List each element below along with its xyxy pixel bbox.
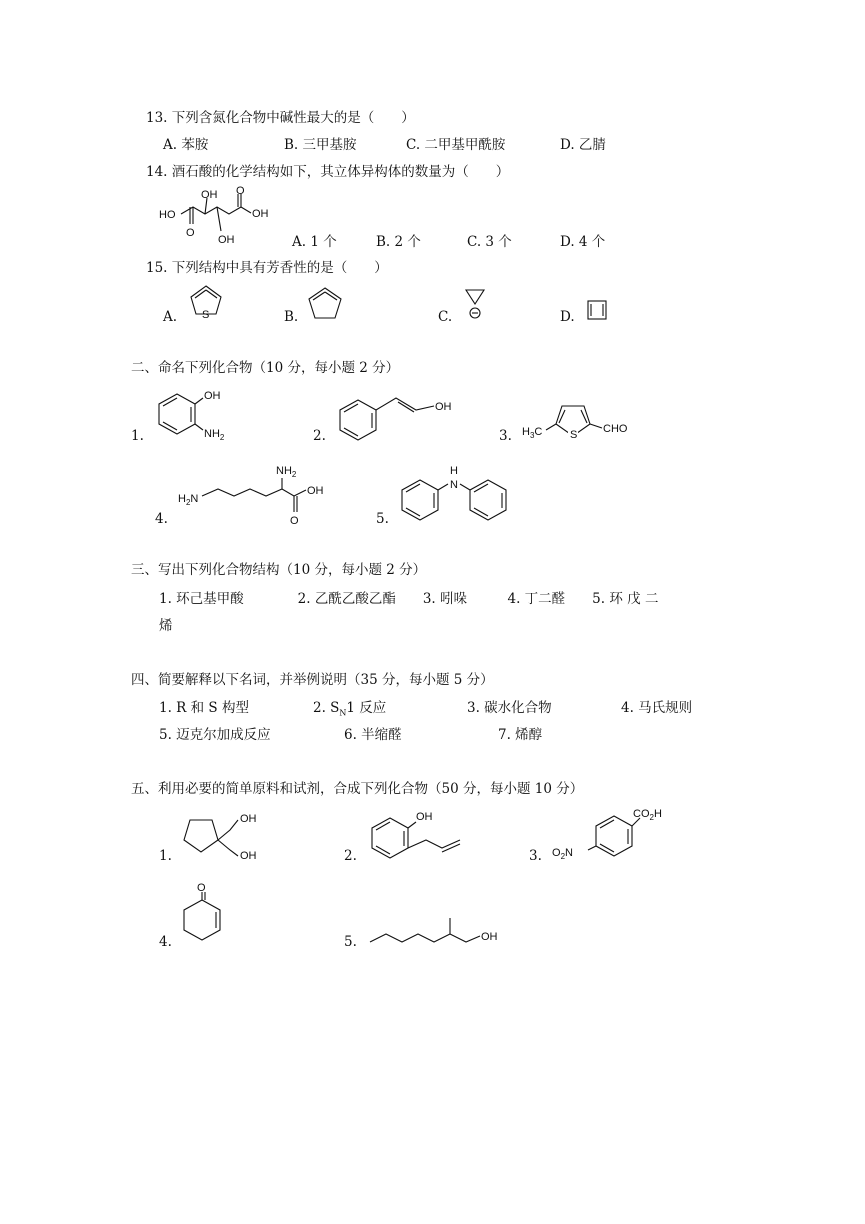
s3-items-continued: 烯 (159, 618, 173, 634)
q13-option-c: C. 二甲基甲酰胺 (406, 137, 506, 153)
s4-item-4: 4. 马氏规则 (621, 700, 693, 716)
o-label: O (236, 185, 245, 197)
s-label: S (202, 309, 210, 321)
s4-item-1: 1. R 和 S 构型 (159, 700, 249, 716)
oh-label: OH (240, 850, 257, 862)
nh2-label: $NH_2$ (276, 465, 297, 479)
oh-label: OH (240, 813, 257, 825)
s2-item-3-number: 3. (499, 428, 512, 444)
5-methylthiophene-2-carbaldehyde-structure (520, 398, 640, 444)
o2n-label: $O_2N$ (552, 847, 573, 861)
oh-label: OH (252, 208, 269, 220)
q13-option-d: D. 乙腈 (560, 137, 606, 153)
h2n-label: $H_2N$ (178, 493, 199, 507)
2-allylphenol-structure (368, 806, 468, 868)
section-4-title: 四、简要解释以下名词，并举例说明（35 分，每小题 5 分） (131, 672, 494, 688)
q14-option-a: A. 1 个 (292, 234, 337, 250)
h-label: H (450, 465, 458, 477)
oh-label: OH (218, 234, 235, 246)
h3c-label: $H_3C$ (522, 426, 543, 440)
cyclopropenyl-anion-structure (463, 288, 487, 322)
s5-item-5-number: 5. (344, 934, 357, 950)
diphenylamine-structure (398, 462, 510, 524)
lysine-structure (176, 460, 336, 528)
o-label: O (290, 515, 299, 527)
q14-stem: 14. 酒石酸的化学结构如下，其立体异构体的数量为（ ） (146, 164, 510, 180)
section-2-title: 二、命名下列化合物（10 分，每小题 2 分） (131, 360, 400, 376)
section-3-title: 三、写出下列化合物结构（10 分，每小题 2 分） (131, 562, 427, 578)
oh-label: OH (481, 931, 498, 943)
nh2-label: $NH_2$ (204, 428, 225, 442)
s4-item-6: 6. 半缩醛 (344, 727, 402, 743)
2-methylheptanol-structure (368, 910, 508, 950)
s5-item-3-number: 3. (529, 848, 542, 864)
s5-item-1-number: 1. (159, 848, 172, 864)
cyclobutadiene-structure (586, 299, 608, 321)
s4-item-2: 2. $S_N1$ 反应 (313, 700, 387, 718)
s5-item-2-number: 2. (344, 848, 357, 864)
s4-item-7: 7. 烯醇 (498, 727, 543, 743)
q13-option-b: B. 三甲基胺 (284, 137, 357, 153)
q15-stem: 15. 下列结构中具有芳香性的是（ ） (146, 260, 388, 276)
s4-item-3: 3. 碳水化合物 (467, 700, 552, 716)
cyclohexenone-structure (180, 880, 240, 950)
s-label: S (570, 429, 578, 441)
q13-stem: 13. 下列含氮化合物中碱性最大的是（ ） (146, 110, 415, 126)
s3-items: 1. 环己基甲酸 2. 乙酰乙酸乙酯 3. 吲哚 4. 丁二醛 5. 环 戊 二 (159, 591, 659, 607)
n-label: N (450, 479, 458, 491)
4-nitrobenzoic-acid-structure (550, 804, 700, 866)
co2h-label: $CO_2H$ (633, 808, 662, 822)
q15-option-b: B. (284, 309, 299, 325)
q15-option-a: A. (163, 309, 178, 325)
oh-label: OH (435, 401, 452, 413)
q14-option-b: B. 2 个 (376, 234, 421, 250)
q15-option-d: D. (560, 309, 575, 325)
q13-option-a: A. 苯胺 (163, 137, 209, 153)
tartaric-acid-structure (155, 186, 275, 250)
cinnamyl-alcohol-structure (338, 390, 468, 446)
s2-item-1-number: 1. (131, 428, 144, 444)
cho-label: CHO (603, 423, 628, 435)
oh-label: OH (204, 390, 221, 402)
cyclopentadiene-structure (305, 286, 345, 324)
2-aminophenol-structure (155, 386, 245, 446)
thiophene-structure (186, 284, 226, 324)
oh-label: OH (416, 811, 433, 823)
section-5-title: 五、利用必要的简单原料和试剂，合成下列化合物（50 分，每小题 10 分） (131, 781, 584, 797)
s4-item-5: 5. 迈克尔加成反应 (159, 727, 271, 743)
o-label: O (197, 882, 206, 894)
oh-label: OH (307, 485, 324, 497)
oh-label: OH (201, 189, 218, 201)
q14-option-d: D. 4 个 (560, 234, 606, 250)
ho-label: HO (159, 209, 176, 221)
s2-item-5-number: 5. (376, 511, 389, 527)
o-label: O (186, 227, 195, 239)
s2-item-2-number: 2. (313, 428, 326, 444)
q14-option-c: C. 3 个 (467, 234, 512, 250)
q15-option-c: C. (438, 309, 453, 325)
s5-item-4-number: 4. (159, 934, 172, 950)
s2-item-4-number: 4. (155, 511, 168, 527)
cyclopentane-dimethanol-structure (180, 806, 280, 866)
